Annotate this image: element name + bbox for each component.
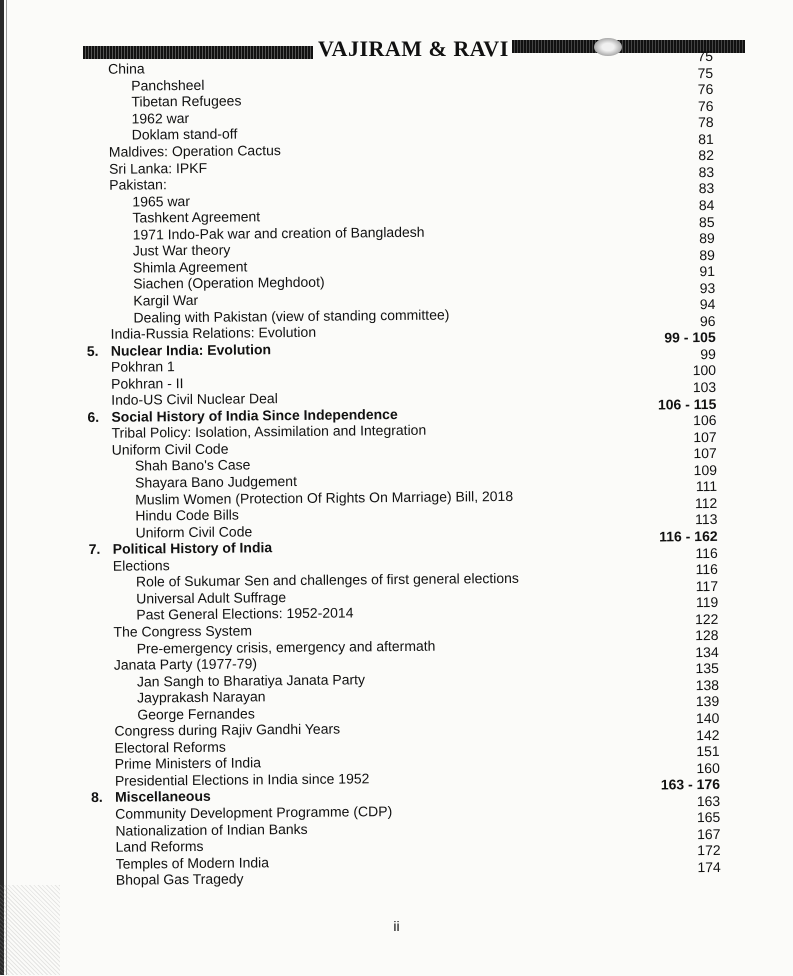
toc-title: Doklam stand-off <box>109 121 715 143</box>
toc-page-number: 75 <box>697 65 713 82</box>
toc-title: Siachen (Operation Meghdoot) <box>110 270 716 292</box>
toc-title: 1962 war <box>108 105 714 127</box>
toc-title: Shah Bano's Case <box>112 452 718 474</box>
toc-title: Janata Party (1977-79) <box>114 651 720 673</box>
toc-page-number: 163 <box>697 793 721 810</box>
toc-title: Miscellaneous <box>115 783 721 805</box>
toc-title: India-Russia Relations: Evolution <box>111 320 717 342</box>
toc-page-number: 116 <box>695 544 717 561</box>
toc-title: Social History of India Since Independence <box>111 403 717 425</box>
toc-page-number: 94 <box>700 296 716 313</box>
toc-page-number: 76 <box>698 81 714 98</box>
toc-page-number: 140 <box>696 710 720 727</box>
toc-title: Panchsheel <box>108 72 714 94</box>
toc-title: Hindu Code Bills <box>112 502 718 524</box>
toc-page-number: 100 <box>693 362 717 379</box>
toc-page-number: 99 <box>700 346 716 363</box>
toc-title: Shayara Bano Judgement <box>112 469 718 491</box>
toc-page-number: 116 - 162 <box>659 528 718 545</box>
toc-title: Universal Adult Suffrage <box>113 585 719 607</box>
toc-page-number: 103 <box>693 379 717 396</box>
toc-title: Jan Sangh to Bharatiya Janata Party <box>114 668 720 690</box>
toc-title: Maldives: Operation Cactus <box>109 138 715 160</box>
toc-number: 7. <box>89 541 113 557</box>
toc-page-number: 106 <box>693 412 717 429</box>
toc-title: Elections <box>113 552 719 574</box>
toc-title: Jayprakash Narayan <box>114 684 720 706</box>
toc-page-number: 142 <box>696 726 720 743</box>
toc-title: Temples of Modern India <box>116 850 722 872</box>
toc-title: Uniform Civil Code <box>112 436 718 458</box>
toc-page-number: 76 <box>698 98 714 115</box>
toc-page-number: 134 <box>695 644 719 661</box>
toc-title: 1971 Indo-Pak war and creation of Bangladesh <box>110 221 716 243</box>
toc-title: Congress during Rajiv Gandhi Years <box>114 717 720 739</box>
toc-page-number: 82 <box>698 147 714 164</box>
toc-title: Kargil War <box>110 287 716 309</box>
toc-page-number: 163 - 176 <box>661 776 720 793</box>
toc-title: China <box>108 55 714 77</box>
toc-title: 1965 war <box>109 188 715 210</box>
toc-page-number: 91 <box>699 263 715 280</box>
toc-page-number: 81 <box>698 131 714 148</box>
toc-title: Electoral Reforms <box>115 734 721 756</box>
toc-page-number: 109 <box>694 462 718 479</box>
toc-page-number: 75 <box>697 48 713 65</box>
toc-title: Role of Sukumar Sen and challenges of first general elections <box>113 568 719 590</box>
toc-page-number: 83 <box>698 164 714 181</box>
footer-page-number: ii <box>0 918 793 934</box>
toc-title: The Congress System <box>113 618 719 640</box>
toc-page-number: 160 <box>696 760 720 777</box>
toc-page-number: 113 <box>695 511 717 528</box>
toc-title: Uniform Civil Code <box>112 519 718 541</box>
toc-title: Presidential Elections in India since 1952 <box>115 767 721 789</box>
toc-title: Sri Lanka: IPKF <box>109 154 715 176</box>
toc-title: Tashkent Agreement <box>109 204 715 226</box>
toc-page-number: 135 <box>695 660 719 677</box>
toc-page-number: 111 <box>696 478 717 495</box>
toc-number: 5. <box>87 342 111 358</box>
toc-page-number: 151 <box>696 743 720 760</box>
toc-number: 6. <box>87 409 111 425</box>
toc-page-number: 139 <box>696 693 720 710</box>
toc-page-number: 138 <box>696 677 720 694</box>
toc-title: Pokhran - II <box>111 370 717 392</box>
toc-title: Bhopal Gas Tragedy <box>116 866 722 888</box>
toc-title: Tribal Policy: Isolation, Assimilation and Integration <box>112 419 718 441</box>
toc-title: George Fernandes <box>114 701 720 723</box>
toc-page-number: 84 <box>699 197 715 214</box>
toc-page-number: 128 <box>695 627 719 644</box>
toc-page-number: 112 <box>695 495 717 512</box>
toc-page-number: 89 <box>699 230 715 247</box>
toc-page-number: 107 <box>693 429 717 446</box>
toc-title: Nuclear India: Evolution <box>111 337 717 359</box>
toc-page-number: 165 <box>697 809 721 826</box>
toc-page-number: 107 <box>693 445 717 462</box>
toc-page-number: 93 <box>700 280 716 297</box>
toc-page-number: 96 <box>700 313 716 330</box>
toc-page-number: 99 - 105 <box>664 329 716 346</box>
toc-title: Shimla Agreement <box>110 254 716 276</box>
toc-page-number: 83 <box>699 180 715 197</box>
toc-page-number: 78 <box>698 114 714 131</box>
toc-title: Past General Elections: 1952-2014 <box>113 601 719 623</box>
toc-number: 8. <box>91 789 115 805</box>
header-title: VAJIRAM & RAVI <box>318 36 509 62</box>
toc-page-number: 172 <box>697 842 721 859</box>
toc-title: Political History of India <box>113 535 719 557</box>
toc-title: Muslim Women (Protection Of Rights On Marriage) Bill, 2018 <box>112 485 718 507</box>
toc-page-number: 85 <box>699 213 715 230</box>
toc-page-number: 174 <box>697 859 721 876</box>
toc-title: Community Development Programme (CDP) <box>115 800 721 822</box>
toc-page-number: 119 <box>696 594 718 611</box>
toc-title: Dealing with Pakistan (view of standing committee) <box>110 303 716 325</box>
toc-page-number: 117 <box>696 578 718 595</box>
toc-title: Just War theory <box>110 237 716 259</box>
toc-page-number: 106 - 115 <box>658 395 717 412</box>
toc-page-number: 167 <box>697 826 721 843</box>
toc-title: Indo-US Civil Nuclear Deal <box>111 386 717 408</box>
toc-title: Tibetan Refugees <box>108 88 714 110</box>
toc-title: Pokhran 1 <box>111 353 717 375</box>
toc-title: Prime Ministers of India <box>115 750 721 772</box>
toc-page-number: 122 <box>695 611 719 628</box>
toc-title: Pre-emergency crisis, emergency and aftermath <box>114 634 720 656</box>
toc-title: Nationalization of Indian Banks <box>115 816 721 838</box>
toc-title: Land Reforms <box>115 833 721 855</box>
toc-page-number: 89 <box>699 247 715 264</box>
toc-page-number: 116 <box>696 561 718 578</box>
toc-title: Pakistan: <box>109 171 715 193</box>
